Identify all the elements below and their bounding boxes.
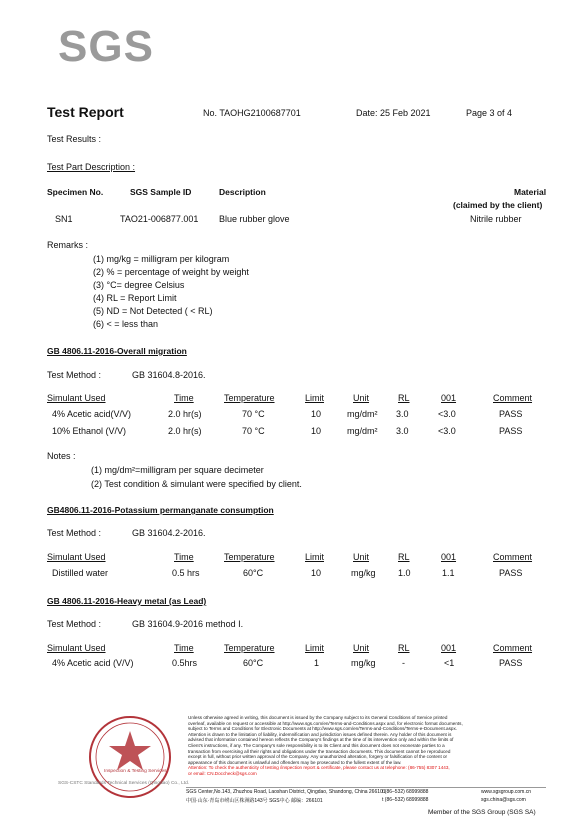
section2-header-unit: Unit	[353, 552, 370, 562]
section1-method: GB 31604.8-2016.	[132, 370, 206, 380]
disclaimer-line: Unless otherwise agreed in writing, this document is issued by the Company subject to its General Conditions of Service printed	[188, 715, 448, 720]
section1-cell: PASS	[499, 426, 523, 436]
remark-item: (6) < = less than	[93, 319, 159, 329]
section3-cell: 4% Acetic acid (V/V)	[52, 658, 134, 668]
section1-cell: 3.0	[396, 426, 409, 436]
test-results-label: Test Results :	[47, 134, 102, 144]
section2-header-temperature: Temperature	[224, 552, 275, 562]
specimen-header-material: Material	[514, 187, 547, 197]
section2-cell: PASS	[499, 568, 523, 578]
section1-cell: 70 °C	[242, 409, 265, 419]
section3-header-unit: Unit	[353, 643, 370, 653]
specimen-header-description: Description	[219, 187, 266, 197]
section3-header-temperature: Temperature	[224, 643, 275, 653]
section1-cell: 3.0	[396, 409, 409, 419]
disclaimer-line: except in full, without prior written approval of the Company. Any unauthorized alteration, forgery or falsification of the content or	[188, 754, 448, 760]
section2-cell: 10	[311, 568, 322, 578]
section1-notes-label: Notes :	[47, 451, 76, 461]
section1-cell: 10	[311, 409, 322, 419]
section3-header-limit: Limit	[305, 643, 325, 653]
section3-title: GB 4806.11-2016-Heavy metal (as Lead)	[47, 596, 207, 606]
seal-text-company: SGS-CSTC Standards Technical Services (Qingdao) Co., Ltd.	[58, 781, 190, 786]
seal-text: Inspection & Testing Services	[104, 769, 167, 774]
remark-item: (1) mg/kg = milligram per kilogram	[93, 254, 230, 264]
disclaimer-line: appearance of this document is unlawful and offenders may be prosecuted to the fullest extent of the law.	[188, 759, 402, 765]
section2-cell: 0.5 hrs	[172, 568, 200, 578]
section3-cell: 0.5hrs	[172, 658, 198, 668]
attention-line: Attention: To check the authenticity of testing /inspection report & certificate, please contact us at telephone: (86-755) 8307 1443,	[188, 765, 450, 771]
specimen-sample-id: TAO21-006877.001	[120, 214, 199, 224]
section1-cell: 2.0 hr(s)	[168, 409, 202, 419]
sgs-logo-text: SGS	[58, 22, 154, 71]
section1-header-unit: Unit	[353, 393, 370, 403]
footer-email-cn: sgs.china@sgs.com	[481, 797, 526, 803]
section1-cell: 10	[311, 426, 322, 436]
section3-header-comment: Comment	[493, 643, 533, 653]
report-title: Test Report	[47, 104, 124, 120]
footer-address: SGS Center,No.143, Zhuzhou Road, Laoshan District, Qingdao, Shandong, China 266101	[186, 789, 386, 795]
section1-note: (2) Test condition & simulant were specified by client.	[91, 479, 302, 489]
section1-header-rl: RL	[398, 393, 410, 403]
test-part-description-label: Test Part Description :	[47, 162, 136, 172]
disclaimer	[188, 715, 544, 777]
section2-header-time: Time	[174, 552, 194, 562]
section1-method-label: Test Method :	[47, 370, 102, 380]
remark-item: (2) % = percentage of weight by weight	[93, 267, 249, 277]
section1-header-temperature: Temperature	[224, 393, 275, 403]
section2-cell: 1.0	[398, 568, 411, 578]
footer-web: www.sgsgroup.com.cn	[481, 789, 532, 795]
section2-header-simulant: Simulant Used	[47, 552, 106, 562]
section1-title: GB 4806.11-2016-Overall migration	[47, 346, 187, 356]
section3-cell: <1	[444, 658, 455, 668]
section3-header-time: Time	[174, 643, 194, 653]
section2-cell: 60°C	[243, 568, 264, 578]
section3-header-rl: RL	[398, 643, 410, 653]
disclaimer-line: advised that information contained hereon reflects the Company's findings at the time of its intervention only and within the limits of	[188, 737, 454, 743]
section1-cell: 10% Ethanol (V/V)	[52, 426, 127, 436]
section3-cell: PASS	[499, 658, 523, 668]
section1-cell: <3.0	[438, 426, 456, 436]
remark-item: (5) ND = Not Detected ( < RL)	[93, 306, 213, 316]
footer-address-cn: 中国·山东·青岛市崂山区株洲路143号 SGS中心 邮编：266101	[186, 798, 323, 804]
specimen-no: SN1	[55, 214, 73, 224]
section1-cell: PASS	[499, 409, 523, 419]
footer-phone: t (86–532) 68999888	[382, 789, 429, 795]
page-number: Page 3 of 4	[466, 108, 513, 118]
section3-header-simulant: Simulant Used	[47, 643, 106, 653]
sgs-logo	[58, 20, 162, 74]
company-seal	[88, 715, 172, 799]
section1-cell: 70 °C	[242, 426, 265, 436]
footer-phone-cn: t (86–532) 68999888	[382, 797, 429, 803]
section1-cell: mg/dm²	[347, 426, 378, 436]
section2-method: GB 31604.2-2016.	[132, 528, 206, 538]
remarks-label: Remarks :	[47, 240, 89, 250]
section3-cell: 1	[314, 658, 320, 668]
section3-cell: mg/kg	[351, 658, 376, 668]
section1-header-001: 001	[441, 393, 457, 403]
footer-divider	[186, 787, 546, 788]
section3-cell: 60°C	[243, 658, 264, 668]
footer-member: Member of the SGS Group (SGS SA)	[428, 809, 536, 816]
seal-icon	[88, 715, 172, 799]
report-date: Date: 25 Feb 2021	[356, 108, 431, 118]
section1-header-comment: Comment	[493, 393, 533, 403]
section1-cell: mg/dm²	[347, 409, 378, 419]
section2-title: GB4806.11-2016-Potassium permanganate consumption	[47, 505, 274, 515]
section3-header-001: 001	[441, 643, 457, 653]
specimen-header-claimed: (claimed by the client)	[453, 200, 543, 210]
specimen-description: Blue rubber glove	[219, 214, 290, 224]
disclaimer-line: subject to Terms and Conditions for Electronic Documents at http://www.sgs.com/en/Terms-and-Conditions/Terms-e-Document.aspx.	[188, 726, 458, 732]
report-number: No. TAOHG2100687701	[203, 108, 301, 118]
disclaimer-line: transaction from exercising all their rights and obligations under the transaction documents. This document cannot be reproduced	[188, 748, 451, 754]
section2-header-comment: Comment	[493, 552, 533, 562]
section3-cell: -	[402, 658, 405, 668]
remark-item: (4) RL = Report Limit	[93, 293, 177, 303]
section1-header-limit: Limit	[305, 393, 325, 403]
section2-method-label: Test Method :	[47, 528, 102, 538]
section3-method-label: Test Method :	[47, 619, 102, 629]
section1-cell: 4% Acetic acid(V/V)	[52, 409, 132, 419]
disclaimer-line: Client's instructions, if any. The Company's sole responsibility is to its Client and this document does not exonerate parties to a	[188, 742, 445, 748]
section2-header-limit: Limit	[305, 552, 325, 562]
section1-cell: <3.0	[438, 409, 456, 419]
section1-cell: 2.0 hr(s)	[168, 426, 202, 436]
disclaimer-line: Attention is drawn to the limitation of liability, indemnification and jurisdiction issues defined therein. Any holder of this document is	[188, 731, 452, 737]
section1-header-simulant: Simulant Used	[47, 393, 106, 403]
specimen-header-no: Specimen No.	[47, 187, 104, 197]
remark-item: (3) °C= degree Celsius	[93, 280, 185, 290]
specimen-header-sample-id: SGS Sample ID	[130, 187, 192, 197]
section1-header-time: Time	[174, 393, 194, 403]
specimen-material: Nitrile rubber	[470, 214, 522, 224]
section1-note: (1) mg/dm²=milligram per square decimeter	[91, 465, 264, 475]
section2-header-rl: RL	[398, 552, 410, 562]
section2-cell: 1.1	[442, 568, 455, 578]
section2-cell: Distilled water	[52, 568, 109, 578]
section3-method: GB 31604.9-2016 method I.	[132, 619, 244, 629]
disclaimer-line: overleaf, available on request or accessible at http://www.sgs.com/en/Terms-and-Conditions.aspx and, for electronic format documents,	[188, 720, 463, 726]
section2-cell: mg/kg	[351, 568, 376, 578]
section2-header-001: 001	[441, 552, 457, 562]
attention-email: or email: CN.Doccheck@sgs.com	[188, 770, 257, 776]
